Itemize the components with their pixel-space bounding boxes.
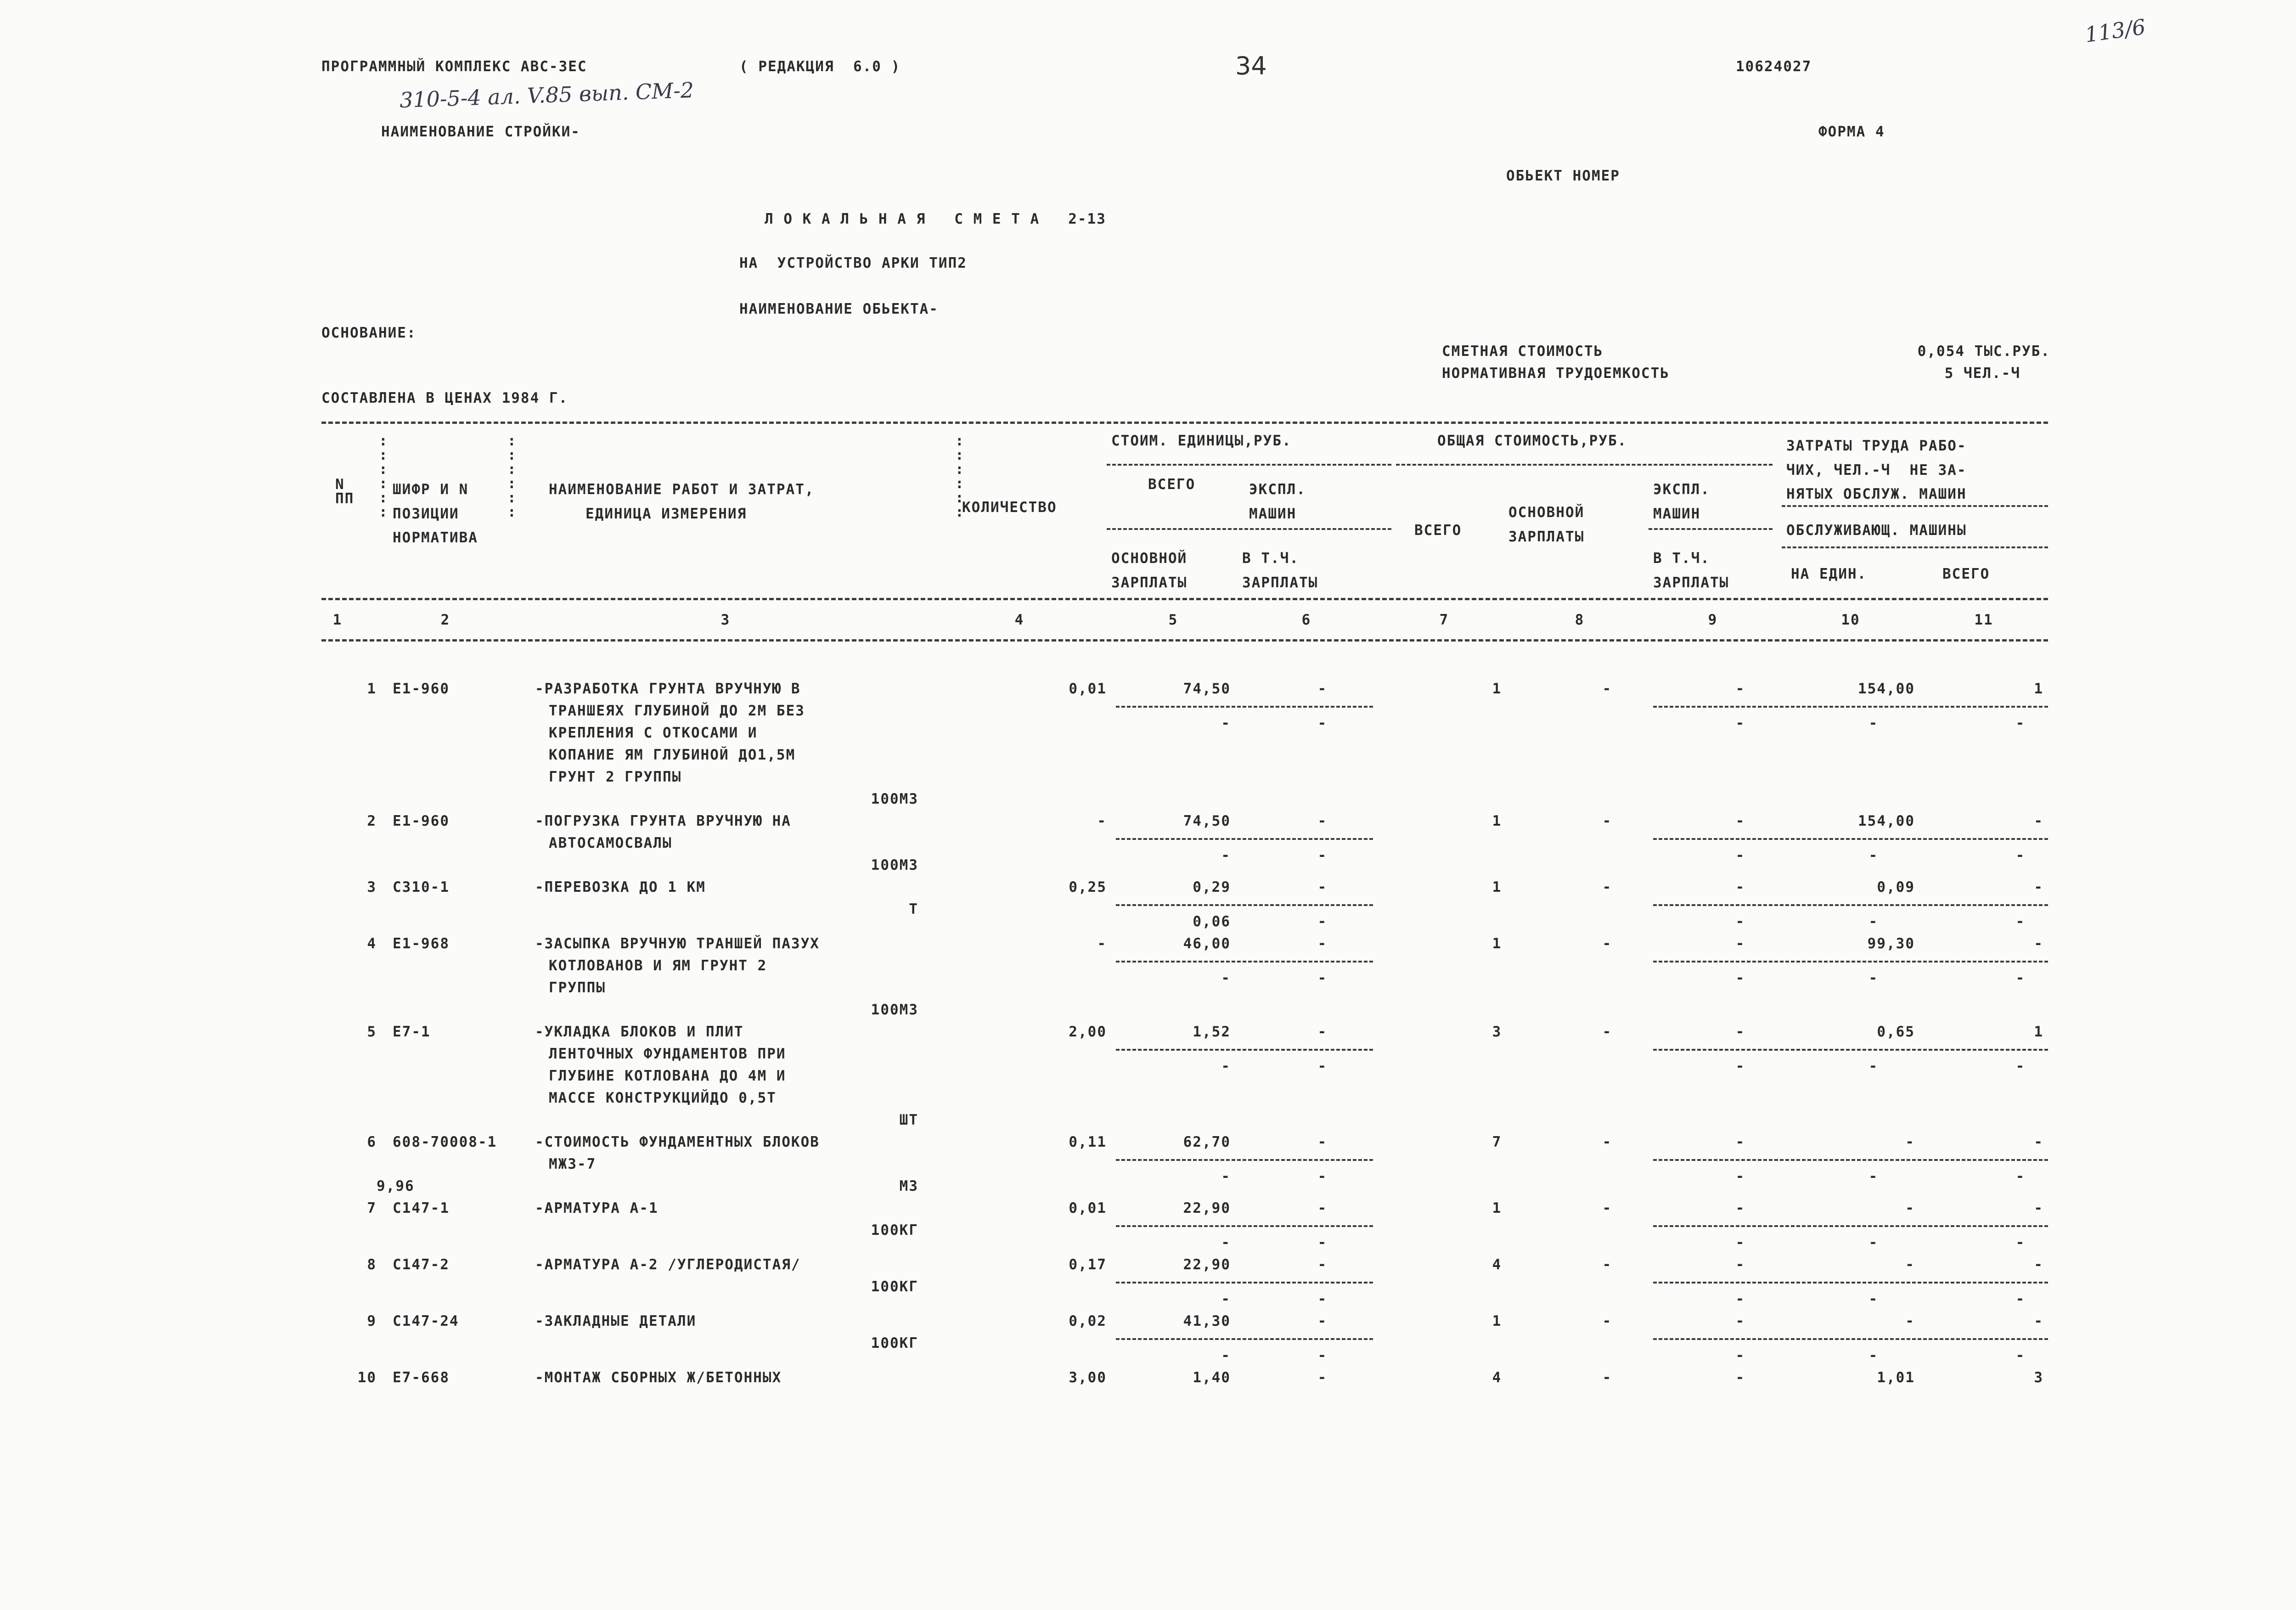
column-number: 9 — [1708, 612, 1718, 628]
row-unit-price: 74,50 — [1183, 681, 1231, 697]
row-total-incl: - — [1735, 1168, 1745, 1185]
column-number: 6 — [1301, 612, 1311, 628]
row-total-machine: - — [1735, 1134, 1745, 1150]
row-unit-wage: - — [1221, 715, 1231, 732]
row-total-machine: - — [1735, 1200, 1745, 1216]
row-labor-unit: 154,00 — [1858, 681, 1915, 697]
row-work-name: -ЗАСЫПКА ВРУЧНУЮ ТРАНШЕЙ ПАЗУХ — [535, 935, 820, 952]
row-labor-service-unit: - — [1868, 970, 1879, 986]
form-label: ФОРМА 4 — [1818, 124, 1885, 140]
row-unit-price: 0,29 — [1193, 879, 1231, 895]
row-labor-service-unit: - — [1868, 913, 1879, 930]
row-unit: М3 — [899, 1178, 918, 1194]
row-unit: 100КГ — [871, 1278, 918, 1295]
row-work-name: -МОНТАЖ СБОРНЫХ Ж/БЕТОННЫХ — [535, 1369, 782, 1386]
header-column-separators: : : : : : : — [379, 433, 388, 520]
row-total-machine: - — [1735, 813, 1745, 829]
row-labor-total: - — [2034, 813, 2043, 829]
unit-cost-rule-2 — [1107, 528, 1391, 530]
row-code: С147-2 — [393, 1256, 450, 1273]
row-unit-price: 46,00 — [1183, 935, 1231, 952]
row-labor-service-total: - — [2015, 913, 2026, 930]
row-number: 6 — [367, 1134, 377, 1150]
labor-intensity-label: НОРМАТИВНАЯ ТРУДОЕМКОСТЬ — [1442, 365, 1670, 382]
row-total-cost-rule — [1653, 904, 2048, 906]
row-unit: 100КГ — [871, 1335, 918, 1351]
row-labor-total: 3 — [2034, 1369, 2043, 1386]
row-work-name: -СТОИМОСТЬ ФУНДАМЕНТНЫХ БЛОКОВ — [535, 1134, 820, 1150]
header-column-separators: : : : : : : — [507, 433, 516, 520]
row-unit-machine: - — [1317, 681, 1328, 697]
row-total: 3 — [1492, 1024, 1502, 1040]
column-number: 7 — [1439, 612, 1449, 628]
row-unit-wage: - — [1221, 1234, 1231, 1251]
row-code: С310-1 — [393, 879, 450, 895]
row-unit-machine: - — [1317, 1200, 1328, 1216]
row-labor-service-unit: - — [1868, 715, 1879, 732]
page-number: 34 — [1235, 51, 1267, 80]
row-unit-cost-rule — [1116, 1159, 1373, 1161]
row-unit-machine: - — [1317, 1369, 1328, 1386]
row-code: С147-24 — [393, 1313, 459, 1329]
row-unit-cost-rule — [1116, 961, 1373, 963]
row-unit: 100М3 — [871, 857, 918, 873]
col-quantity-label: КОЛИЧЕСТВО — [962, 499, 1057, 516]
row-unit: 100М3 — [871, 1002, 918, 1018]
total-machine-rule — [1649, 528, 1773, 530]
row-total-machine: - — [1735, 935, 1745, 952]
row-unit-cost-rule — [1116, 1282, 1373, 1283]
archive-stamp: 113/6 — [2083, 14, 2147, 47]
unit-cost-rule — [1107, 464, 1391, 466]
row-unit-price: 41,30 — [1183, 1313, 1231, 1329]
row-labor-unit: - — [1905, 1313, 1915, 1329]
row-number: 7 — [367, 1200, 377, 1216]
row-work-name: -АРМАТУРА А-2 /УГЛЕРОДИСТАЯ/ — [535, 1256, 801, 1273]
row-labor-total: - — [2034, 1134, 2043, 1150]
row-labor-service-unit: - — [1868, 847, 1879, 864]
total-cost-label: ОБЩАЯ СТОИМОСТЬ,РУБ. — [1437, 433, 1627, 449]
row-work-name: ГРУНТ 2 ГРУППЫ — [549, 769, 682, 785]
row-total: 4 — [1492, 1256, 1502, 1273]
row-work-name: ГЛУБИНЕ КОТЛОВАНА ДО 4М И — [549, 1068, 786, 1084]
header-mid-rule — [321, 598, 2048, 600]
row-total: 1 — [1492, 879, 1502, 895]
row-unit: 100КГ — [871, 1222, 918, 1238]
row-total: 1 — [1492, 1200, 1502, 1216]
row-code: Е1-960 — [393, 681, 450, 697]
row-total-cost-rule — [1653, 838, 2048, 840]
row-total-incl: - — [1735, 847, 1745, 864]
row-unit-wage: - — [1221, 1058, 1231, 1075]
row-unit-cost-rule — [1116, 1049, 1373, 1051]
labor-service-label: ОБСЛУЖИВАЮЩ. МАШИНЫ — [1786, 522, 1967, 539]
row-total-incl: - — [1735, 1347, 1745, 1364]
row-total: 1 — [1492, 681, 1502, 697]
row-unit-incl: - — [1317, 1291, 1328, 1307]
row-unit-machine: - — [1317, 1313, 1328, 1329]
row-unit-incl: - — [1317, 1168, 1328, 1185]
row-unit-incl: - — [1317, 715, 1328, 732]
col-code-label: ШИФР И N ПОЗИЦИИ НОРМАТИВА — [393, 481, 478, 546]
row-labor-service-total: - — [2015, 1058, 2026, 1075]
row-total-cost-rule — [1653, 1049, 2048, 1051]
row-number: 3 — [367, 879, 377, 895]
row-total-wage: - — [1602, 1369, 1612, 1386]
row-work-name: -ПОГРУЗКА ГРУНТА ВРУЧНУЮ НА — [535, 813, 791, 829]
row-labor-unit: 1,01 — [1877, 1369, 1915, 1386]
row-labor-total: - — [2034, 935, 2043, 952]
row-quantity: 0,01 — [1069, 1200, 1107, 1216]
unit-total-label: ВСЕГО — [1148, 476, 1196, 493]
column-number: 1 — [332, 612, 343, 628]
row-work-name: -АРМАТУРА А-1 — [535, 1200, 658, 1216]
row-unit-machine: - — [1317, 879, 1328, 895]
row-work-name: -РАЗРАБОТКА ГРУНТА ВРУЧНУЮ В — [535, 681, 801, 697]
estimated-cost-value: 0,054 ТЫС.РУБ. — [1917, 343, 2050, 360]
handwritten-note: 310-5-4 ал. V.85 вып. СМ-2 — [399, 77, 694, 113]
row-number: 1 — [367, 681, 377, 697]
row-quantity: 0,01 — [1069, 681, 1107, 697]
row-work-name: КОПАНИЕ ЯМ ГЛУБИНОЙ ДО1,5М — [549, 747, 796, 763]
program-name: ПРОГРАММНЫЙ КОМПЛЕКС АВС-ЗЕС — [321, 58, 587, 75]
row-unit-price: 22,90 — [1183, 1256, 1231, 1273]
row-labor-service-total: - — [2015, 1234, 2026, 1251]
labor-header-label: ЗАТРАТЫ ТРУДА РАБО- ЧИХ, ЧЕЛ.-Ч НЕ ЗА- НЯТЫХ ОБСЛУЖ. МАШИН — [1786, 438, 1967, 503]
row-unit-price: 22,90 — [1183, 1200, 1231, 1216]
column-number: 4 — [1014, 612, 1024, 628]
labor-header-rule — [1782, 505, 2048, 507]
estimated-cost-label: СМЕТНАЯ СТОИМОСТЬ — [1442, 343, 1604, 360]
row-unit-wage: - — [1221, 1347, 1231, 1364]
row-labor-total: 1 — [2034, 681, 2043, 697]
row-labor-service-total: - — [2015, 1347, 2026, 1364]
row-total-wage: - — [1602, 813, 1612, 829]
row-work-name: -ПЕРЕВОЗКА ДО 1 КМ — [535, 879, 706, 895]
object-number-label: ОБЬЕКТ НОМЕР — [1506, 168, 1620, 184]
row-code: Е7-1 — [393, 1024, 431, 1040]
row-total-wage: - — [1602, 1313, 1612, 1329]
row-quantity: 2,00 — [1069, 1024, 1107, 1040]
construction-name-label: НАИМЕНОВАНИЕ СТРОЙКИ- — [381, 124, 580, 140]
object-name-label: НАИМЕНОВАНИЕ ОБЬЕКТА- — [739, 301, 939, 317]
row-work-name: КОТЛОВАНОВ И ЯМ ГРУНТ 2 — [549, 957, 767, 974]
row-total: 1 — [1492, 813, 1502, 829]
row-total-wage: - — [1602, 935, 1612, 952]
row-total: 7 — [1492, 1134, 1502, 1150]
row-number: 5 — [367, 1024, 377, 1040]
row-unit-machine: - — [1317, 1256, 1328, 1273]
row-total-machine: - — [1735, 879, 1745, 895]
row-unit-wage: - — [1221, 1291, 1231, 1307]
row-code: С147-1 — [393, 1200, 450, 1216]
row-quantity: 0,02 — [1069, 1313, 1107, 1329]
row-work-name: ГРУППЫ — [549, 980, 606, 996]
row-unit-incl: - — [1317, 1234, 1328, 1251]
row-total-incl: - — [1735, 913, 1745, 930]
row-unit-incl: - — [1317, 1347, 1328, 1364]
row-total-machine: - — [1735, 1369, 1745, 1386]
total-cost-rule — [1396, 464, 1773, 466]
row-quantity: - — [1097, 813, 1107, 829]
header-column-separators: : : : : : : — [955, 433, 964, 520]
row-total-incl: - — [1735, 715, 1745, 732]
edition: ( РЕДАКЦИЯ 6.0 ) — [739, 58, 901, 75]
labor-per-unit-label: НА ЕДИН. — [1791, 566, 1867, 582]
total-machine-label: ЭКСПЛ. МАШИН — [1653, 481, 1710, 522]
row-total-wage: - — [1602, 1256, 1612, 1273]
total-wage-label: ОСНОВНОЙ ЗАРПЛАТЫ — [1508, 504, 1585, 545]
row-code: Е1-968 — [393, 935, 450, 952]
row-total: 1 — [1492, 935, 1502, 952]
row-labor-service-total: - — [2015, 847, 2026, 864]
row-unit-machine: - — [1317, 1134, 1328, 1150]
column-number: 10 — [1841, 612, 1860, 628]
document-code: 10624027 — [1736, 58, 1812, 75]
row-unit-cost-rule — [1116, 904, 1373, 906]
row-work-name: ЛЕНТОЧНЫХ ФУНДАМЕНТОВ ПРИ — [549, 1046, 786, 1062]
row-labor-service-unit: - — [1868, 1347, 1879, 1364]
total-all-label: ВСЕГО — [1414, 522, 1462, 539]
total-incl-label: В Т.Ч. ЗАРПЛАТЫ — [1653, 550, 1729, 591]
prices-note: СОСТАВЛЕНА В ЦЕНАХ 1984 Г. — [321, 390, 568, 406]
row-quantity: - — [1097, 935, 1107, 952]
row-unit: Т — [909, 901, 918, 918]
row-unit: ШТ — [899, 1112, 918, 1128]
row-labor-unit: 0,65 — [1877, 1024, 1915, 1040]
row-labor-unit: 99,30 — [1867, 935, 1915, 952]
row-total-incl: - — [1735, 970, 1745, 986]
row-number: 4 — [367, 935, 377, 952]
row-total-incl: - — [1735, 1291, 1745, 1307]
row-total: 1 — [1492, 1313, 1502, 1329]
row-total-cost-rule — [1653, 1282, 2048, 1283]
row-work-name: АВТОСАМОСВАЛЫ — [549, 835, 672, 851]
row-work-name: МЖ3-7 — [549, 1156, 597, 1172]
row-total-cost-rule — [1653, 1338, 2048, 1340]
row-quantity: 0,11 — [1069, 1134, 1107, 1150]
row-total-wage: - — [1602, 1024, 1612, 1040]
row-unit-price: 62,70 — [1183, 1134, 1231, 1150]
row-labor-service-total: - — [2015, 1291, 2026, 1307]
row-unit-price: 74,50 — [1183, 813, 1231, 829]
labor-intensity-value: 5 ЧЕЛ.-Ч — [1944, 365, 2020, 382]
column-number: 5 — [1168, 612, 1178, 628]
row-labor-unit: 154,00 — [1858, 813, 1915, 829]
row-labor-total: - — [2034, 1256, 2043, 1273]
row-number: 9 — [367, 1313, 377, 1329]
row-total-cost-rule — [1653, 1159, 2048, 1161]
row-work-name: ТРАНШЕЯХ ГЛУБИНОЙ ДО 2М БЕЗ — [549, 703, 805, 719]
row-unit-incl: - — [1317, 913, 1328, 930]
row-code: 608-70008-1 — [393, 1134, 497, 1150]
row-unit-cost-rule — [1116, 1225, 1373, 1227]
row-labor-unit: - — [1905, 1256, 1915, 1273]
row-quantity: 0,25 — [1069, 879, 1107, 895]
header-bottom-rule — [321, 639, 2048, 642]
row-total-wage: - — [1602, 1200, 1612, 1216]
row-number: 10 — [357, 1369, 377, 1386]
row-total-wage: - — [1602, 879, 1612, 895]
row-quantity: 0,17 — [1069, 1256, 1107, 1273]
row-labor-service-unit: - — [1868, 1291, 1879, 1307]
row-labor-total: - — [2034, 1313, 2043, 1329]
row-unit-incl: - — [1317, 1058, 1328, 1075]
row-total-machine: - — [1735, 681, 1745, 697]
row-unit-incl: - — [1317, 970, 1328, 986]
row-labor-total: - — [2034, 879, 2043, 895]
row-unit-price: 1,40 — [1193, 1369, 1231, 1386]
row-unit-wage: 0,06 — [1193, 913, 1231, 930]
unit-incl-label: В Т.Ч. ЗАРПЛАТЫ — [1242, 550, 1318, 591]
estimate-subject: НА УСТРОЙСТВО АРКИ ТИП2 — [739, 255, 967, 271]
row-labor-service-unit: - — [1868, 1058, 1879, 1075]
row-number: 2 — [367, 813, 377, 829]
row-labor-total: - — [2034, 1200, 2043, 1216]
row-labor-service-unit: - — [1868, 1234, 1879, 1251]
col-name-label: НАИМЕНОВАНИЕ РАБОТ И ЗАТРАТ, ЕДИНИЦА ИЗМЕРЕНИЯ — [549, 481, 815, 522]
row-unit-machine: - — [1317, 813, 1328, 829]
row-labor-total: 1 — [2034, 1024, 2043, 1040]
row-unit-wage: - — [1221, 970, 1231, 986]
row-labor-service-total: - — [2015, 715, 2026, 732]
row-work-name: МАССЕ КОНСТРУКЦИЙДО 0,5Т — [549, 1090, 777, 1106]
row-labor-unit: - — [1905, 1200, 1915, 1216]
row-work-name: -УКЛАДКА БЛОКОВ И ПЛИТ — [535, 1024, 744, 1040]
row-unit-wage: - — [1221, 847, 1231, 864]
basis-label: ОСНОВАНИЕ: — [321, 325, 416, 341]
labor-service-rule — [1782, 546, 2048, 548]
row-unit: 100М3 — [871, 791, 918, 807]
row-total-cost-rule — [1653, 1225, 2048, 1227]
row-unit-cost-rule — [1116, 1338, 1373, 1340]
row-total-machine: - — [1735, 1024, 1745, 1040]
row-total-incl: - — [1735, 1234, 1745, 1251]
labor-total-label: ВСЕГО — [1942, 566, 1990, 582]
row-unit-machine: - — [1317, 935, 1328, 952]
unit-machine-label: ЭКСПЛ. МАШИН — [1249, 481, 1306, 522]
row-labor-unit: - — [1905, 1134, 1915, 1150]
column-number: 11 — [1974, 612, 1993, 628]
row-code: Е1-960 — [393, 813, 450, 829]
unit-cost-label: СТОИМ. ЕДИНИЦЫ,РУБ. — [1111, 433, 1292, 449]
column-number: 3 — [720, 612, 731, 628]
row-total-cost-rule — [1653, 706, 2048, 708]
column-number: 2 — [440, 612, 450, 628]
row-unit-cost-rule — [1116, 838, 1373, 840]
row-number: 8 — [367, 1256, 377, 1273]
row-unit-cost-rule — [1116, 706, 1373, 708]
row-labor-service-total: - — [2015, 1168, 2026, 1185]
header-top-rule — [321, 422, 2048, 424]
page-title: Л О К А Л Ь Н А Я С М Е Т А 2-13 — [765, 211, 1106, 227]
row-total-machine: - — [1735, 1313, 1745, 1329]
row-quantity: 3,00 — [1069, 1369, 1107, 1386]
row-labor-unit: 0,09 — [1877, 879, 1915, 895]
row-total-wage: - — [1602, 681, 1612, 697]
row-code: Е7-668 — [393, 1369, 450, 1386]
row-total-wage: - — [1602, 1134, 1612, 1150]
row-total: 4 — [1492, 1369, 1502, 1386]
row-unit-machine: - — [1317, 1024, 1328, 1040]
row-unit-incl: - — [1317, 847, 1328, 864]
column-number: 8 — [1575, 612, 1585, 628]
row-labor-service-unit: - — [1868, 1168, 1879, 1185]
row-work-name: КРЕПЛЕНИЯ С ОТКОСАМИ И — [549, 725, 758, 741]
col-number-label: N ПП — [335, 476, 355, 507]
row-unit-price: 1,52 — [1193, 1024, 1231, 1040]
row-labor-service-total: - — [2015, 970, 2026, 986]
unit-wage-label: ОСНОВНОЙ ЗАРПЛАТЫ — [1111, 550, 1187, 591]
row-total-incl: - — [1735, 1058, 1745, 1075]
row-extra-value: 9,96 — [377, 1178, 415, 1194]
row-unit-wage: - — [1221, 1168, 1231, 1185]
row-work-name: -ЗАКЛАДНЫЕ ДЕТАЛИ — [535, 1313, 697, 1329]
row-total-machine: - — [1735, 1256, 1745, 1273]
row-total-cost-rule — [1653, 961, 2048, 963]
